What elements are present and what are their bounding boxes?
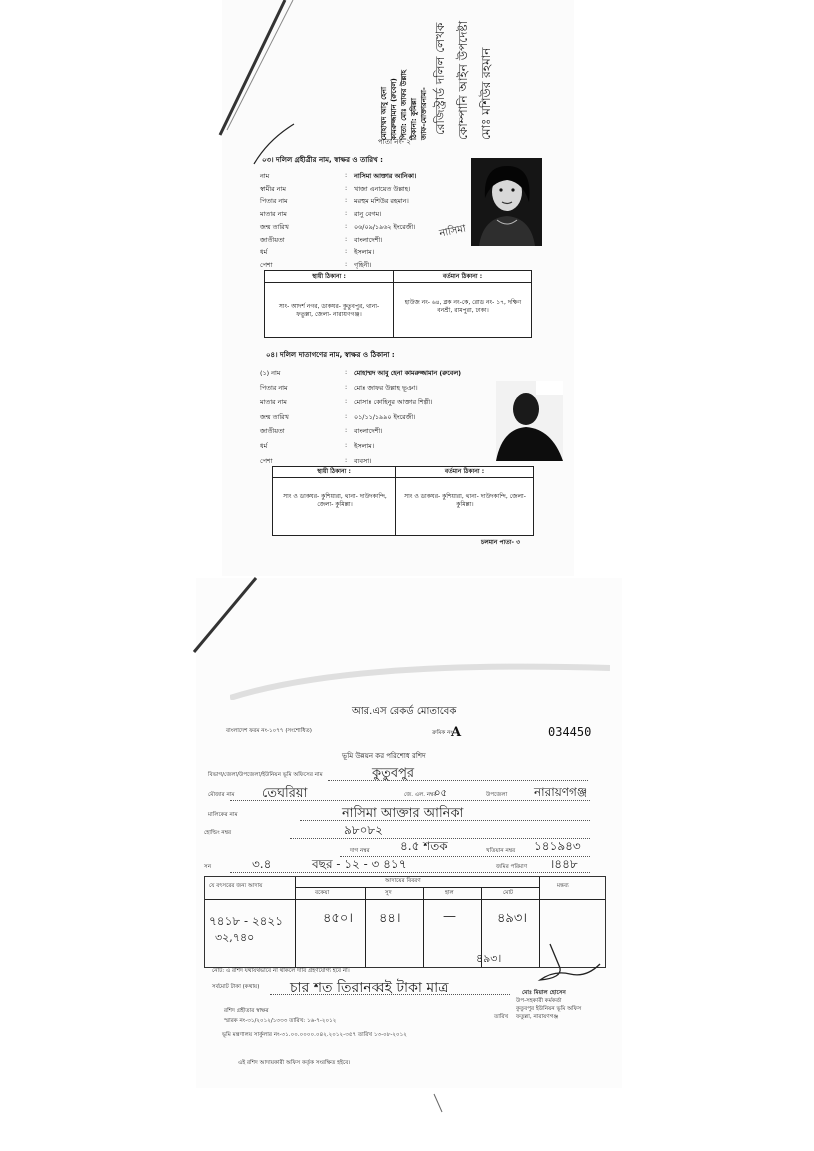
recipient-field-value: ইসলাম। xyxy=(354,248,374,257)
stamp-line-2: কামরুজ্জামান (রুবেল) xyxy=(390,78,398,140)
recipient-field-row xyxy=(260,171,470,181)
donor-field-value: মোসাঃ কোহিনুর আক্তার শিল্পী। xyxy=(354,398,433,407)
khatian-label: খতিয়ান নম্বর xyxy=(486,848,516,854)
recipient-field-label: পিতার নাম xyxy=(260,197,288,206)
donor-field-colon: : xyxy=(345,455,348,464)
cell-year-extra: ৩২,৭৪০ xyxy=(215,931,255,944)
receipt-note: নোট: এ রশিদ যথাযথভাবে না থাকলে দাবি গ্রহণযোগ্য হবে না। xyxy=(212,968,350,974)
form-line xyxy=(328,780,588,781)
recipient-field-value: রানু বেগম। xyxy=(354,210,382,219)
signer-name: মোঃ মিয়াল হোসেন xyxy=(522,990,566,996)
col-interest-heading: সুদ xyxy=(385,890,392,896)
donor-field-label: ধর্ম xyxy=(260,442,268,450)
col-current-heading: হাল xyxy=(445,890,454,896)
present-address-heading: বর্তমান ঠিকানা : xyxy=(444,468,485,475)
circular-reference: ভূমি মন্ত্রণালয় সার্কুলার নং-৩১.০০.০০০০.০৪২.২০১২-৩৫৭ তারিখ ১৩-০৮-২০১২ xyxy=(222,1032,407,1038)
recipient-field-row xyxy=(260,260,470,270)
handwriting-vertical-2: কোম্পানি আইন উপদেষ্টা xyxy=(456,20,470,140)
col-year-heading: যে বৎসরের জন্য আদায় xyxy=(209,883,263,889)
table-divider xyxy=(265,282,531,283)
holding-label: হোল্ডিং নম্বর xyxy=(204,830,232,836)
memo-reference: স্মারক নং-৩১/২০১২/১৩৩৩ তারিখ: ১৬-৭-২০১২ xyxy=(224,1018,337,1024)
donor-field-colon: : xyxy=(345,441,348,449)
table-divider xyxy=(295,887,539,888)
donor-field-value: ০১/১১/১৯৯০ ইংরেজী। xyxy=(354,412,416,421)
mouza-value: তেঘরিয়া xyxy=(262,786,308,801)
donor-field-row xyxy=(260,426,470,436)
recipient-signature: নাসিমা xyxy=(438,223,467,240)
donor-address-table xyxy=(272,466,534,536)
land-area-value: ।৪৪৮ xyxy=(550,857,578,871)
donor-field-label: মাতার নাম xyxy=(260,398,287,407)
receipt-footer: এই রশিদ আদায়কারী অফিস কর্তৃক সংরক্ষিত হইবে। xyxy=(238,1060,351,1066)
recipient-field-colon: : xyxy=(345,234,348,243)
donor-field-colon: : xyxy=(345,397,348,406)
recipient-field-value: ০৬/০৯/১৯৬২ ইংরেজী। xyxy=(354,222,416,231)
cell-total: ৪৯৩। xyxy=(497,911,527,926)
recipient-photo xyxy=(471,158,542,246)
donor-heading: ০৪। দলিল দাতাগণের নাম, স্বাক্ষর ও ঠিকানা : xyxy=(266,351,395,359)
table-divider xyxy=(295,877,296,967)
recipient-field-label: ধর্ম xyxy=(260,248,268,257)
donor-field-row xyxy=(260,456,470,466)
form-line xyxy=(230,800,590,801)
recipient-field-label: মাতার নাম xyxy=(260,210,287,219)
donor-field-row xyxy=(260,412,470,422)
recipient-field-colon: : xyxy=(345,171,348,179)
receipt-form-number: বাংলাদেশ ফরম নং-১০৭৭ (সংশোধিত) xyxy=(226,728,312,734)
year-label: সন xyxy=(204,864,212,870)
present-address: হাউজ নং- ৬৪, ব্লক নং-কে, রোড নং- ১৭, দক্ষিণ বনশ্রী, রামপুরা, ঢাকা। xyxy=(404,299,522,314)
year-detail: বছর - ১২ - ৩ ৪১৭ xyxy=(312,857,407,871)
receipt-date-label: তারিখ xyxy=(494,1014,509,1020)
form-line xyxy=(300,820,590,821)
donor-portrait-image xyxy=(496,381,563,461)
recipient-field-row xyxy=(260,196,470,206)
plot-value: ৪.৫ শতক xyxy=(400,839,448,853)
khatian-value: ১৪১৯৪৩ xyxy=(534,839,581,853)
recipient-portrait-image xyxy=(471,158,542,246)
owner-label: মালিকের নাম xyxy=(208,812,238,818)
donor-photo xyxy=(496,381,563,461)
donor-field-colon: : xyxy=(345,411,348,420)
recipient-field-value: নাসিমা আক্তার আনিকা। xyxy=(354,172,417,180)
col-arrear-heading: বকেয়া xyxy=(315,890,330,896)
handwriting-vertical-3: মোঃ মশিউর রহমান xyxy=(479,47,493,140)
recipient-field-value: বাংলাদেশী। xyxy=(354,235,383,244)
table-divider xyxy=(395,467,396,535)
office-name-label: বিভাগ/জেলা/উপজেলা/ইউনিয়ন ভূমি অফিসের নাম xyxy=(208,772,323,778)
receipt-top-title: আর.এস রেকর্ড মোতাবেক xyxy=(352,706,457,717)
signer-title: উপ-সহকারী কর্মকর্তা xyxy=(516,998,562,1004)
owner-value: নাসিমা আক্তার আনিকা xyxy=(342,806,464,821)
receipt-subtitle: ভূমি উন্নয়ন কর পরিশোধ রশিদ xyxy=(342,752,426,760)
recipient-field-row xyxy=(260,235,470,245)
permanent-address-heading: স্থায়ী ঠিকানা : xyxy=(312,273,346,280)
recipient-field-colon: : xyxy=(345,259,348,268)
present-address-heading: বর্তমান ঠিকানা : xyxy=(442,273,483,280)
sum-value: ৪৯৩। xyxy=(476,952,502,965)
jl-number-value: ০৫ xyxy=(434,788,447,799)
upazila-label: উপজেলা xyxy=(486,792,508,798)
signer-office: কুতুবপুর ইউনিয়ন ভূমি অফিস xyxy=(516,1006,582,1012)
col-remarks-heading: মন্তব্য xyxy=(557,883,569,889)
col-total-heading: মোট xyxy=(503,890,514,896)
scan-noise xyxy=(230,660,610,700)
recipient-field-row xyxy=(260,247,470,257)
donor-field-value: মোহাম্মদ আবু হেনা কামরুজ্জামান (রুবেল) xyxy=(354,369,462,377)
recipient-field-value: মরহুম মশিউর রহমান। xyxy=(354,197,409,206)
stamp-line-4: ঠিকানা: কুমিল্লা xyxy=(410,98,418,140)
cell-interest: ৪৪। xyxy=(379,911,401,926)
donor-field-label: (১) নাম xyxy=(260,369,281,377)
recipient-field-colon: : xyxy=(345,221,348,230)
year-value: ৩.৪ xyxy=(252,857,272,871)
col-paid-heading: আদায়ের বিবরণ xyxy=(385,878,421,884)
form-line xyxy=(270,994,510,995)
mouza-label: মৌজার নাম xyxy=(208,792,235,798)
donor-field-label: পিতার নাম xyxy=(260,383,288,392)
donor-field-label: জাতীয়তা xyxy=(260,427,285,436)
permanent-address-heading: স্থায়ী ঠিকানা : xyxy=(317,468,351,475)
recipient-field-label: নাম xyxy=(260,172,270,180)
recipient-field-row xyxy=(260,209,470,219)
donor-field-label: পেশা xyxy=(260,456,273,465)
recipient-field-value: গৃহিনী। xyxy=(354,260,372,269)
recipient-field-label: জাতীয়তা xyxy=(260,235,285,244)
form-line xyxy=(230,872,590,873)
serial-series: A xyxy=(451,725,462,740)
signer-seal: ফতুল্লা, নারায়ণগঞ্জ xyxy=(516,1014,559,1020)
donor-field-row xyxy=(260,383,470,393)
upazila-value: নারায়ণগঞ্জ xyxy=(534,785,588,799)
recipient-field-value: খাজা এনায়েত উল্লাহ। xyxy=(354,184,411,193)
permanent-address: সাং- আদর্শ নগর, ডাকঘর- কুতুবপুর, থানা- ফতুল্লা, জেলা- নারায়ণগঞ্জ। xyxy=(278,303,380,318)
page-number: পাতা নং- ২ xyxy=(378,138,411,146)
stamp-line-1: মোহাম্মদ আবু হেনা xyxy=(380,86,388,140)
cell-year-range: ৭৪১৮ - ২৪২১ xyxy=(209,914,284,928)
donor-field-colon: : xyxy=(345,382,348,391)
donor-field-row xyxy=(260,441,470,451)
recipient-field-label: স্বামীর নাম xyxy=(260,184,286,193)
stamp-line-5: জাফ-মোক্তারনামা- xyxy=(420,87,428,140)
donor-field-colon: : xyxy=(345,368,348,376)
jl-number-label: জে. এল. নম্বর xyxy=(404,792,437,798)
holding-value: ৯৮০৮২ xyxy=(344,823,383,837)
stamp-line-3: পিতা: মোঃ জাফর উল্লাহ xyxy=(400,69,408,140)
donor-field-value: ইসলাম। xyxy=(354,442,374,450)
land-area-label: জমির পরিমাণ xyxy=(496,864,528,870)
recipient-field-colon: : xyxy=(345,196,348,205)
donor-field-value: মোঃ জাফর উল্লাহ ভূঞা। xyxy=(354,383,418,392)
serial-label: ক্রমিক নং xyxy=(432,730,453,736)
handwriting-vertical-1: রেজিস্ট্রার্ড দলিল লেখক xyxy=(433,22,447,135)
scan-edge-mark xyxy=(215,0,305,140)
scan-stroke xyxy=(432,1092,446,1116)
recipient-field-colon: : xyxy=(345,183,348,192)
donor-field-label: জন্ম তারিখ xyxy=(260,412,289,421)
recipient-field-label: জন্ম তারিখ xyxy=(260,222,289,231)
scan-edge-mark xyxy=(190,572,280,662)
donor-field-value: ব্যবসা। xyxy=(354,456,372,465)
donor-field-row xyxy=(260,397,470,407)
donor-field-colon: : xyxy=(345,426,348,435)
continued-label: চলমান পাতা- ৩ xyxy=(481,539,520,546)
office-name-value: কুতুবপুর xyxy=(372,766,415,781)
recipient-field-colon: : xyxy=(345,247,348,256)
amount-in-words-label: সর্বমোট টাকা (কথায়) xyxy=(212,984,260,990)
permanent-address: সাং ও ডাকঘর- কুশিয়ারা, থানা- দাউদকান্দি, জেলা- কুমিল্লা। xyxy=(283,493,387,508)
cell-current: — xyxy=(443,909,456,924)
recipient-address-table xyxy=(264,270,532,338)
recipient-field-label: পেশা xyxy=(260,260,273,269)
amount-in-words: চার শত তিরানব্বই টাকা মাত্র xyxy=(290,980,449,996)
recipient-field-colon: : xyxy=(345,209,348,218)
recipient-heading: ০৩। দলিল গ্রহীত্রীর নাম, স্বাক্ষর ও তারিখ : xyxy=(262,156,383,164)
donor-field-row xyxy=(260,368,470,378)
recipient-field-row xyxy=(260,184,470,194)
cell-arrear: ৪৫০। xyxy=(323,911,353,926)
present-address: সাং ও ডাকঘর- কুশিয়ারা, থানা- দাউদকান্দি, জেলা- কুমিল্লা। xyxy=(404,493,526,508)
receipt-signer-line: রশিদ গ্রহীতার স্বাক্ষর xyxy=(224,1008,269,1014)
officer-signature-mark xyxy=(530,938,610,988)
serial-number: 034450 xyxy=(548,725,592,739)
donor-field-value: বাংলাদেশী। xyxy=(354,427,383,436)
plot-label: দাগ নম্বর xyxy=(350,848,370,854)
table-divider xyxy=(205,899,605,900)
table-divider xyxy=(273,477,533,478)
